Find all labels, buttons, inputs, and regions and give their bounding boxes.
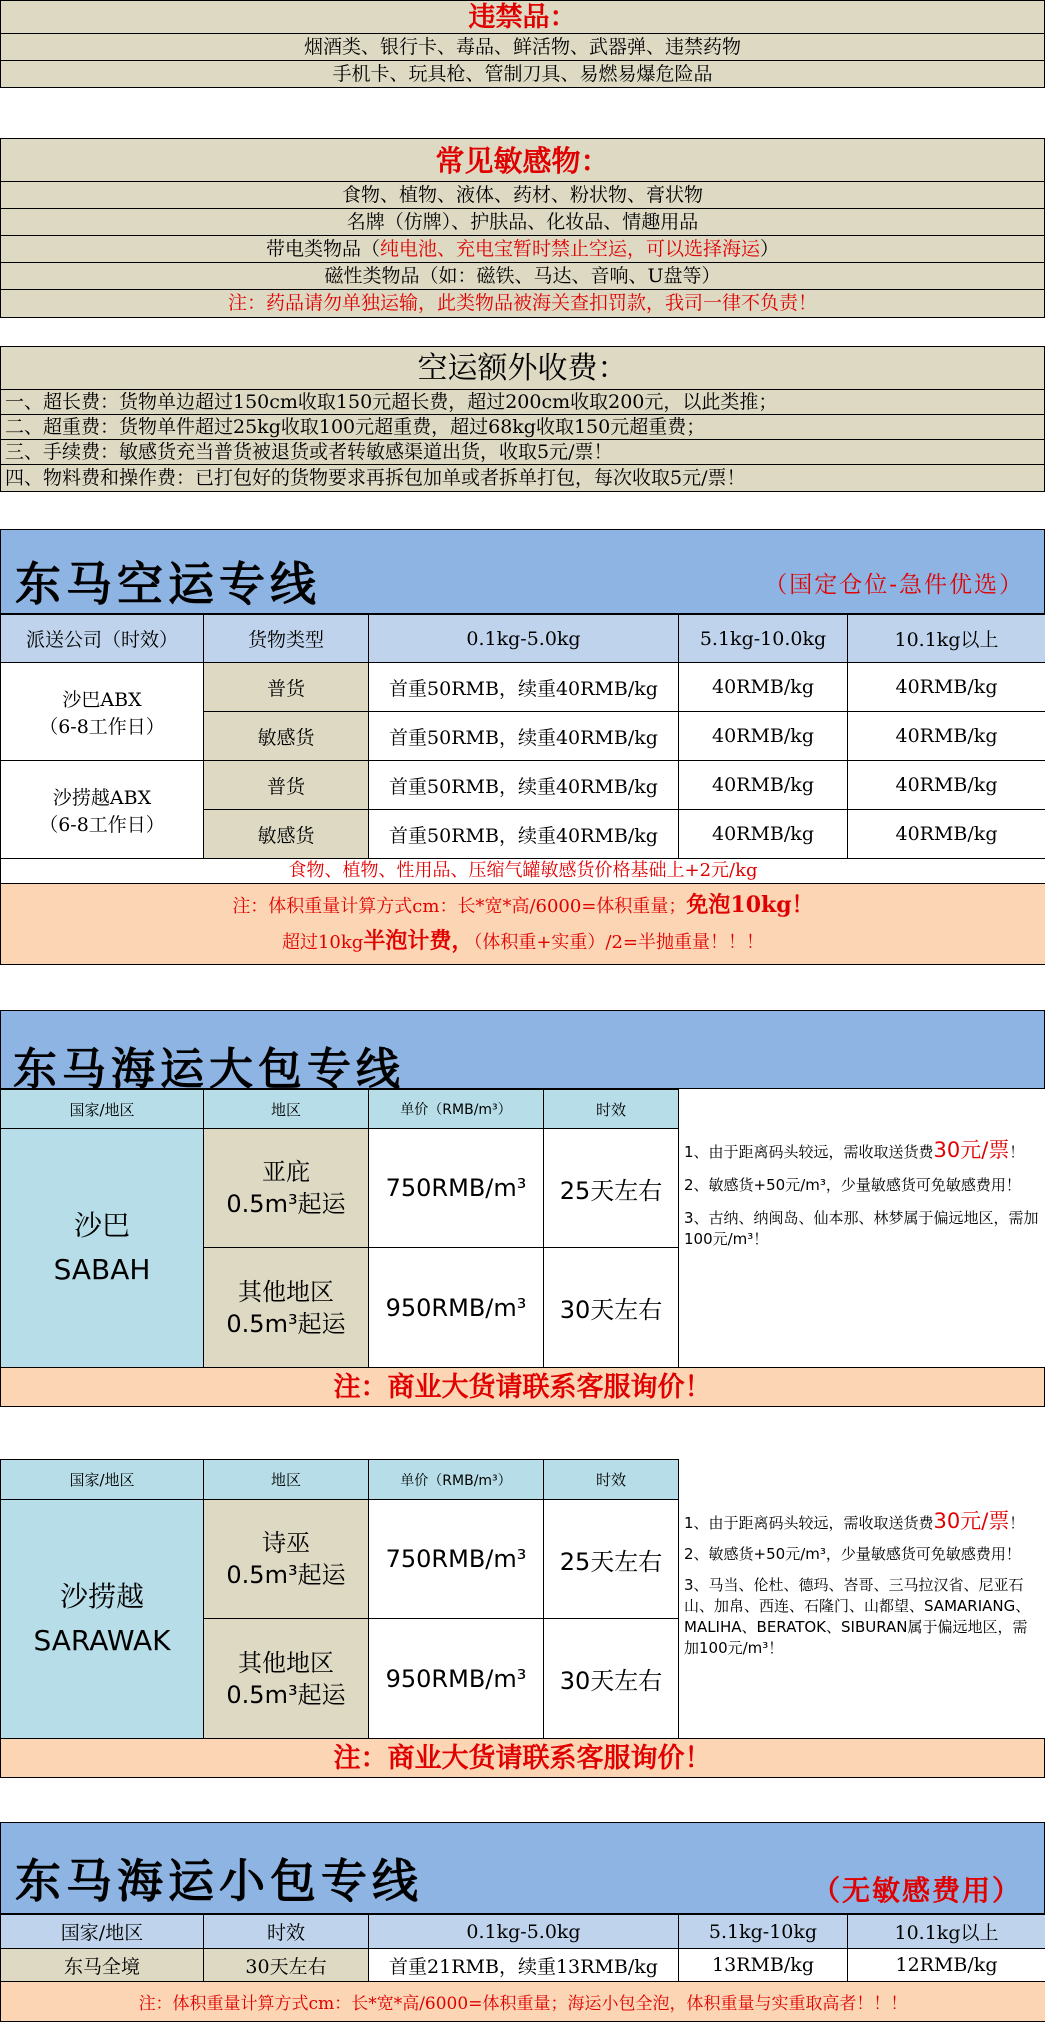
- area-name: 亚庇: [262, 1158, 310, 1186]
- sea-small-table: [0, 1914, 1045, 2022]
- area-cell: [204, 1619, 369, 1739]
- air-header-range-2: 5.1kg-10.0kg: [679, 615, 848, 663]
- small-header-range-2: 5.1kg-10kg: [679, 1915, 848, 1949]
- price-cell: 950RMB/m³: [369, 1619, 544, 1739]
- company-time: （6-8工作日）: [39, 813, 165, 836]
- company-time: （6-8工作日）: [39, 715, 165, 738]
- air-volume-line-1: [1, 888, 1045, 924]
- air-header-type: 货物类型: [204, 615, 369, 663]
- price-cell: 950RMB/m³: [369, 1248, 544, 1368]
- price-cell: 首重50RMB，续重40RMB/kg: [369, 663, 679, 712]
- area-min: 0.5m³起运: [226, 1561, 346, 1589]
- air-title: 东马空运专线: [15, 557, 321, 611]
- prohibited-title: 违禁品：: [0, 0, 1045, 34]
- air-header-range-1: 0.1kg-5.0kg: [369, 615, 679, 663]
- fee-line-1: 一、超长费：货物单边超过150cm收取150元超长费，超过200cm收取200元，以此类推；: [0, 390, 1045, 415]
- note2-big: 半泡计费，: [363, 928, 474, 954]
- sea-big-header: [0, 1010, 1045, 1095]
- company-name: 沙捞越ABX: [52, 786, 152, 809]
- note-text: 1、由于距离码头较远，需收取送货费: [684, 1514, 934, 1532]
- note1-text: 注：体积重量计算方式cm：长*宽*高/6000=体积重量；: [232, 896, 687, 917]
- country-cn: 沙捞越: [59, 1580, 144, 1613]
- country-sabah: [1, 1129, 204, 1368]
- sarawak-table: [0, 1459, 679, 1739]
- small-header-range-3: 10.1kg以上: [848, 1915, 1045, 1949]
- note-big2: 票: [988, 1138, 1010, 1162]
- sarawak-note-1: [684, 1511, 1040, 1534]
- magnetic-line: 磁性类物品（如：磁铁、马达、音响、U盘等）: [0, 263, 1045, 290]
- sabah-note-2: 2、敏感货+50元/m³，少量敏感货可免敏感费用！: [684, 1176, 1021, 1194]
- sensitive-title: 常见敏感物：: [0, 138, 1045, 182]
- col-area: 地区: [204, 1460, 369, 1500]
- sabah-note-3: 3、古纳、纳闽岛、仙本那、林梦属于偏远地区，需加100元/m³！: [684, 1209, 1039, 1248]
- electric-items-line: [0, 236, 1045, 263]
- col-time: 时效: [544, 1090, 679, 1129]
- electric-red: 纯电池、充电宝暂时禁止空运，可以选择海运: [379, 238, 760, 260]
- sarawak-notes: [680, 1499, 1044, 1738]
- col-country: 国家/地区: [1, 1460, 204, 1500]
- air-header-company: 派送公司（时效）: [1, 615, 204, 663]
- air-price-table: [0, 614, 1045, 965]
- area-cell: [204, 1129, 369, 1248]
- company-name: 沙巴ABX: [62, 688, 142, 711]
- sabah-note-1: [684, 1140, 1040, 1163]
- price-cell: 40RMB/kg: [848, 663, 1045, 712]
- air-header-range-3: 10.1kg以上: [848, 615, 1045, 663]
- price-cell: 首重50RMB，续重40RMB/kg: [369, 810, 679, 859]
- air-company-sarawak: [1, 761, 204, 859]
- country-sarawak: [1, 1500, 204, 1739]
- air-header: [0, 529, 1045, 614]
- air-extra-note: 食物、植物、性用品、压缩气罐敏感货价格基础上+2元/kg: [1, 859, 1045, 884]
- col-area: 地区: [204, 1090, 369, 1129]
- area-name: 其他地区: [238, 1648, 334, 1677]
- small-header-time: 时效: [204, 1915, 369, 1949]
- area-min: 0.5m³起运: [226, 1680, 346, 1709]
- sensitive-line-1: 食物、植物、液体、药材、粉状物、膏状物: [0, 182, 1045, 209]
- note2-post: （体积重+实重）/2=半抛重量！！！: [473, 932, 765, 953]
- sea-big-title: 东马海运大包专线: [13, 1044, 405, 1095]
- small-region: 东马全境: [1, 1949, 204, 1982]
- time-cell: 30天左右: [544, 1248, 679, 1368]
- sabah-table: [0, 1089, 679, 1368]
- price-cell: 40RMB/kg: [848, 712, 1045, 761]
- area-name: 诗巫: [262, 1529, 310, 1557]
- air-company-sabah: [1, 663, 204, 761]
- area-name: 其他地区: [238, 1277, 334, 1306]
- small-time: 30天左右: [204, 1949, 369, 1982]
- note-big: 30元/: [933, 1138, 989, 1162]
- price-cell: 40RMB/kg: [848, 810, 1045, 859]
- fee-line-3: 三、手续费：敏感货充当普货被退货或者转敏感渠道出货，收取5元/票！: [0, 440, 1045, 465]
- sea-small-subtitle: （无敏感费用）: [811, 1874, 1022, 1907]
- area-cell: [204, 1500, 369, 1619]
- area-min: 0.5m³起运: [226, 1190, 346, 1218]
- time-cell: 25天左右: [544, 1500, 679, 1619]
- price-cell: 40RMB/kg: [848, 761, 1045, 810]
- electric-post: ）: [760, 238, 780, 260]
- fee-line-2: 二、超重费：货物单件超过25kg收取100元超重费，超过68kg收取150元超重费；: [0, 415, 1045, 440]
- time-cell: 30天左右: [544, 1619, 679, 1739]
- cargo-type: 普货: [204, 761, 369, 810]
- cargo-type: 敏感货: [204, 712, 369, 761]
- cargo-type: 普货: [204, 663, 369, 712]
- sarawak-note-3: 3、马当、伦杜、德玛、峇哥、三马拉汉省、尼亚石山、加帛、西连、石隆门、山都望、SAMARIANG、MALIHA、BERATOK、SIBURAN属于偏远地区，需加100元/m³！: [684, 1576, 1031, 1657]
- area-cell: [204, 1248, 369, 1368]
- price-cell: 首重50RMB，续重40RMB/kg: [369, 712, 679, 761]
- small-header-range-1: 0.1kg-5.0kg: [369, 1915, 679, 1949]
- electric-pre: 带电类物品（: [265, 238, 380, 260]
- air-volume-note: [1, 884, 1045, 965]
- note-end: ！: [1009, 1514, 1025, 1532]
- price-cell: 首重21RMB，续重13RMB/kg: [369, 1949, 679, 1982]
- air-subtitle: （国定仓位-急件优选）: [764, 572, 1024, 598]
- sabah-notes: [680, 1128, 1044, 1367]
- price-cell: 40RMB/kg: [679, 810, 848, 859]
- col-country: 国家/地区: [1, 1090, 204, 1129]
- note-text: 1、由于距离码头较远，需收取送货费: [684, 1143, 934, 1161]
- price-cell: 首重50RMB，续重40RMB/kg: [369, 761, 679, 810]
- price-cell: 40RMB/kg: [679, 712, 848, 761]
- col-price: 单价（RMB/m³）: [369, 1090, 544, 1129]
- sea-small-title: 东马海运小包专线: [15, 1854, 423, 1908]
- country-cn: 沙巴: [73, 1209, 130, 1242]
- price-cell: 750RMB/m³: [369, 1129, 544, 1248]
- note-end: ！: [1009, 1143, 1025, 1161]
- price-cell: 12RMB/kg: [848, 1949, 1045, 1982]
- prohibited-line-1: 烟酒类、银行卡、毒品、鲜活物、武器弹、违禁药物: [0, 34, 1045, 61]
- fee-line-4: 四、物料费和操作费：已打包好的货物要求再拆包加单或者拆单打包，每次收取5元/票！: [0, 465, 1045, 492]
- note1-big: 免泡10kg！: [686, 892, 814, 918]
- note-big2: 票: [988, 1509, 1010, 1533]
- col-time: 时效: [544, 1460, 679, 1500]
- cargo-type: 敏感货: [204, 810, 369, 859]
- price-cell: 40RMB/kg: [679, 663, 848, 712]
- note2-text: 超过10kg: [281, 932, 364, 953]
- sea-small-note: 注：体积重量计算方式cm：长*宽*高/6000=体积重量；海运小包全泡，体积重量与实重取高者！！！: [1, 1982, 1045, 2022]
- price-cell: 13RMB/kg: [679, 1949, 848, 1982]
- fees-title: 空运额外收费：: [0, 346, 1045, 390]
- sarawak-note-2: 2、敏感货+50元/m³，少量敏感货可免敏感费用！: [684, 1545, 1021, 1563]
- time-cell: 25天左右: [544, 1129, 679, 1248]
- small-header-country: 国家/地区: [1, 1915, 204, 1949]
- price-cell: 40RMB/kg: [679, 761, 848, 810]
- country-en: SABAH: [53, 1253, 151, 1286]
- sensitive-line-2: 名牌（仿牌）、护肤品、化妆品、情趣用品: [0, 209, 1045, 236]
- area-min: 0.5m³起运: [226, 1309, 346, 1338]
- sarawak-commercial-notice: 注：商业大货请联系客服询价！: [0, 1738, 1045, 1778]
- price-cell: 750RMB/m³: [369, 1500, 544, 1619]
- country-en: SARAWAK: [33, 1624, 171, 1657]
- drug-notice: 注：药品请勿单独运输，此类物品被海关查扣罚款，我司一律不负责！: [0, 290, 1045, 318]
- col-price: 单价（RMB/m³）: [369, 1460, 544, 1500]
- sea-small-header: [0, 1822, 1045, 1914]
- air-volume-line-2: [1, 924, 1045, 960]
- prohibited-line-2: 手机卡、玩具枪、管制刀具、易燃易爆危险品: [0, 61, 1045, 88]
- sabah-commercial-notice: 注：商业大货请联系客服询价！: [0, 1367, 1045, 1407]
- note-big: 30元/: [933, 1509, 989, 1533]
